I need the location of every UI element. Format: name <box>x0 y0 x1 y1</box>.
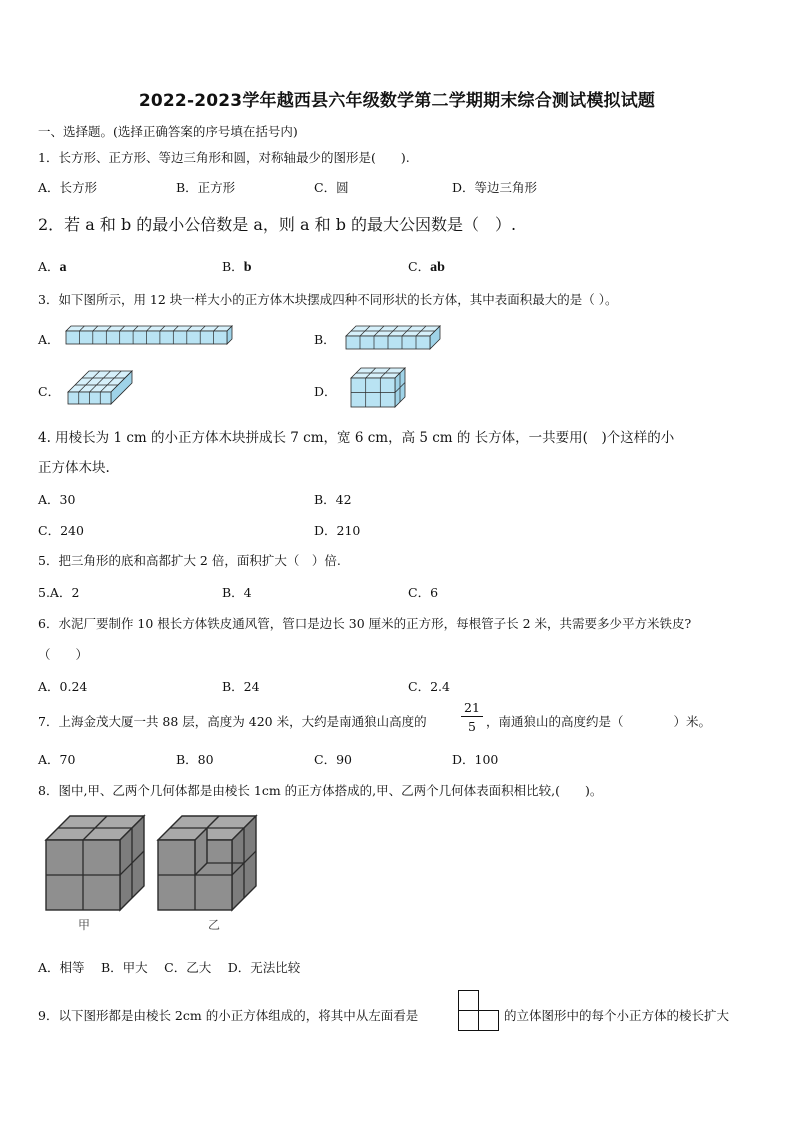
q3-figure-c-cuboid <box>68 370 132 406</box>
q2-option-c[interactable] <box>408 256 445 276</box>
q4-option-b[interactable]: B．42 <box>314 492 352 507</box>
q7-fraction <box>461 700 483 734</box>
q7-option-c[interactable]: C．90 <box>314 752 352 767</box>
page-title: 2022-2023学年越西县六年级数学第二学期期末综合测试模拟试题 <box>138 91 656 111</box>
section-heading: 一、选择题。(选择正确答案的序号填在括号内) <box>38 124 298 139</box>
q3-figure-d-cuboid <box>351 368 405 408</box>
q2-option-c-value: ab <box>430 260 445 275</box>
q2-option-b-letter: B． <box>222 259 244 274</box>
q8-solid-yi <box>158 816 256 911</box>
question-2-stem: 2．若 a 和 b 的最小公倍数是 a，则 a 和 b 的最大公因数是（ ）. <box>38 215 517 234</box>
question-9-stem-part2: 的立体图形中的每个小正方体的棱长扩大 <box>504 1008 730 1023</box>
q8-solid-jia <box>46 816 144 911</box>
q7-option-d[interactable]: D．100 <box>452 752 499 767</box>
q8-options[interactable]: A．相等 B．甲大 C．乙大 D．无法比较 <box>38 960 301 975</box>
q6-option-b[interactable]: B．24 <box>222 679 260 694</box>
question-7-stem-part2: ，南通狼山的高度约是（ ）米。 <box>486 714 712 729</box>
q3-label-a[interactable]: A． <box>38 332 60 347</box>
q7-fraction-numerator: 21 <box>461 700 483 717</box>
q5-option-c[interactable]: C．6 <box>408 585 439 600</box>
q2-option-a[interactable] <box>38 256 67 276</box>
q6-option-c[interactable]: C．2.4 <box>408 679 450 694</box>
question-1-stem: 1．长方形、正方形、等边三角形和圆，对称轴最少的图形是( ). <box>38 150 410 165</box>
q2-option-c-letter: C． <box>408 259 431 274</box>
q3-label-c[interactable]: C． <box>38 384 61 399</box>
q2-option-b[interactable] <box>222 256 251 276</box>
q5-option-a[interactable]: 5.A．2 <box>38 585 80 600</box>
question-6-stem-line2: （ ） <box>38 647 89 662</box>
q6-option-a[interactable]: A．0.24 <box>38 679 88 694</box>
question-4-stem-line2: 正方体木块. <box>38 460 110 476</box>
question-3-stem: 3．如下图所示，用 12 块一样大小的正方体木块摆成四种不同形状的长方体，其中表面积最大的是（ ）。 <box>38 292 618 307</box>
q4-option-c[interactable]: C．240 <box>38 523 84 538</box>
q2-option-b-value: b <box>243 260 252 275</box>
question-4-stem-line1: 4. 用棱长为 1 cm 的小正方体木块拼成长 7 cm，宽 6 cm，高 5 cm 的 长方体，一共要用( )个这样的小 <box>38 430 675 446</box>
q7-fraction-denominator: 5 <box>468 719 476 734</box>
question-5-stem: 5．把三角形的底和高都扩大 2 倍，面积扩大（ ）倍. <box>38 553 341 568</box>
q1-option-d[interactable]: D．等边三角形 <box>452 180 538 195</box>
q5-option-b[interactable]: B．4 <box>222 585 252 600</box>
q3-label-d[interactable]: D． <box>314 384 337 399</box>
q1-option-c[interactable]: C．圆 <box>314 180 349 195</box>
q1-option-a[interactable]: A．长方形 <box>38 180 98 195</box>
q3-figure-b-cuboid <box>346 325 440 351</box>
q8-caption-jia: 甲 <box>78 918 91 932</box>
q4-option-d[interactable]: D．210 <box>314 523 361 538</box>
q2-option-a-letter: A． <box>38 259 60 274</box>
q2-option-a-value: a <box>59 260 67 275</box>
q7-option-a[interactable]: A．70 <box>38 752 76 767</box>
q3-figure-a-cuboid <box>66 326 232 348</box>
q1-option-b[interactable]: B．正方形 <box>176 180 236 195</box>
question-8-stem: 8．图中,甲、乙两个几何体都是由棱长 1cm 的正方体搭成的,甲、乙两个几何体表面积相比较,( )。 <box>38 783 603 798</box>
question-9-stem-part1: 9．以下图形都是由棱长 2cm 的小正方体组成的，将其中从左面看是 <box>38 1008 419 1023</box>
q9-left-view-icon <box>458 990 500 1032</box>
q3-label-b[interactable]: B． <box>314 332 336 347</box>
question-7-stem-part1: 7．上海金茂大厦一共 88 层，高度为 420 米，大约是南通狼山高度的 <box>38 714 427 729</box>
q7-option-b[interactable]: B．80 <box>176 752 214 767</box>
q4-option-a[interactable]: A．30 <box>38 492 76 507</box>
question-6-stem-line1: 6．水泥厂要制作 10 根长方体铁皮通风管，管口是边长 30 厘米的正方形，每根管子长 2 米，共需要多少平方米铁皮? <box>38 616 692 631</box>
q8-caption-yi: 乙 <box>208 918 221 932</box>
